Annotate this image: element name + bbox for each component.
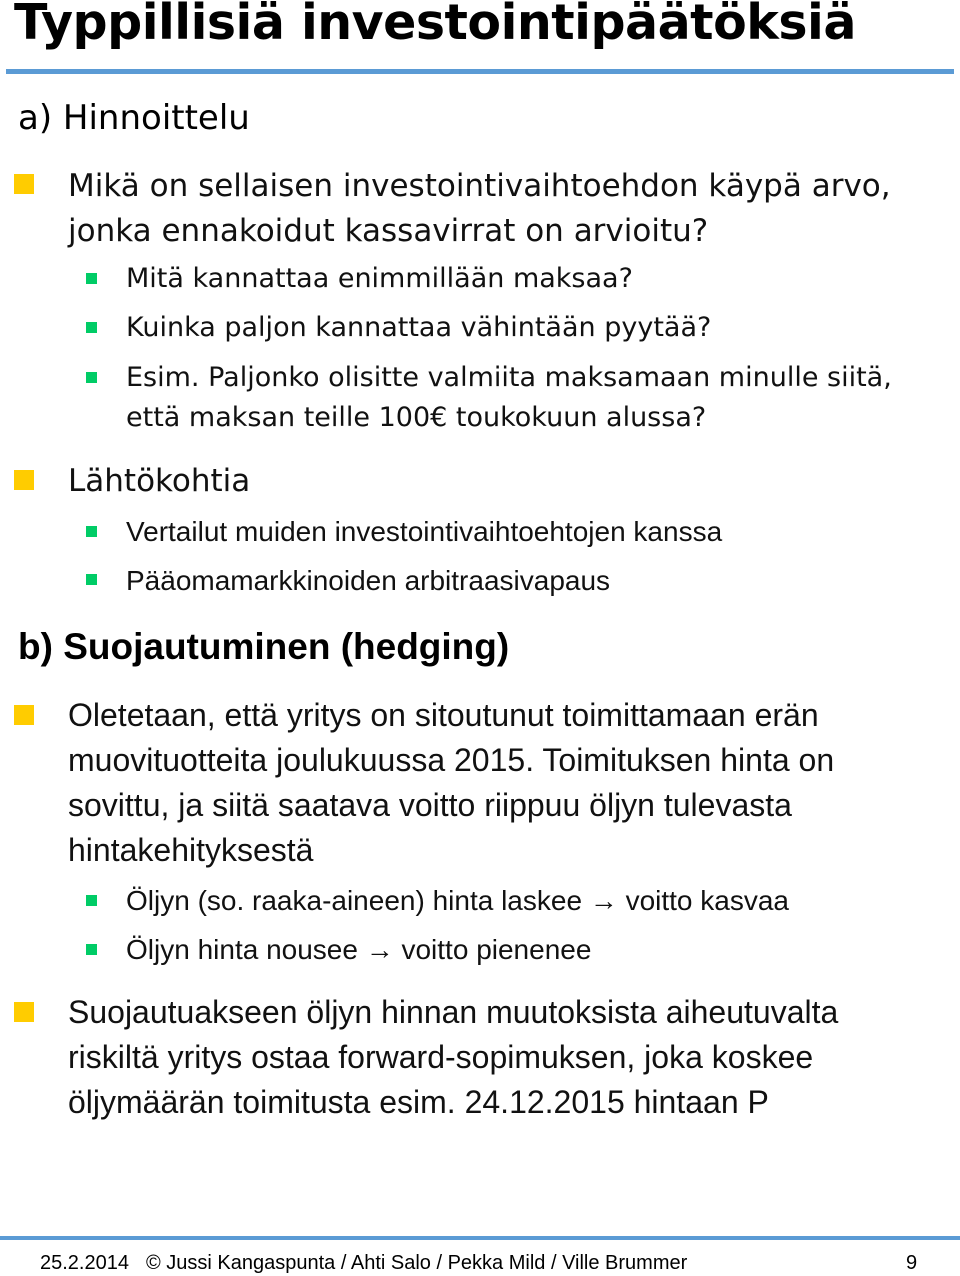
sub-bullet-text: Mitä kannattaa enimmillään maksaa? bbox=[126, 263, 633, 294]
sub-bullet-square-icon bbox=[86, 895, 97, 906]
bullet-text: Lähtökohtia bbox=[68, 463, 251, 499]
sub-bullet-square-icon bbox=[86, 574, 97, 585]
sub-bullet-square-icon bbox=[86, 322, 97, 333]
sub-bullet-text: Esim. Paljonko olisitte valmiita maksamaan minulle siitä, bbox=[126, 362, 892, 393]
sub-bullet-text: Öljyn hinta nousee → voitto pienenee bbox=[126, 934, 592, 965]
bullet-text-cont: muovituotteita joulukuussa 2015. Toimituksen hinta on bbox=[68, 742, 835, 778]
bullet-text-cont: hintakehityksestä bbox=[68, 832, 314, 868]
section-a-heading: a) Hinnoittelu bbox=[18, 98, 250, 138]
bullet-square-icon bbox=[14, 705, 34, 725]
footer-divider bbox=[0, 1236, 960, 1240]
sub-bullet-text: Vertailut muiden investointivaihtoehtojen kanssa bbox=[126, 516, 723, 547]
sub-bullet-square-icon bbox=[86, 273, 97, 284]
slide-title: Typpillisiä investointipäätöksiä bbox=[14, 0, 856, 51]
sub-bullet-text-cont: että maksan teille 100€ toukokuun alussa? bbox=[126, 402, 707, 433]
sub-bullet-text: Öljyn (so. raaka-aineen) hinta laskee → voitto kasvaa bbox=[126, 885, 789, 916]
sub-bullet-square-icon bbox=[86, 372, 97, 383]
bullet-text: Mikä on sellaisen investointivaihtoehdon käypä arvo, bbox=[68, 168, 891, 204]
sub-bullet-square-icon bbox=[86, 526, 97, 537]
bullet-text-cont: riskiltä yritys ostaa forward-sopimuksen, joka koskee bbox=[68, 1039, 814, 1075]
footer-date: 25.2.2014 bbox=[40, 1252, 129, 1274]
bullet-text-cont: sovittu, ja siitä saatava voitto riippuu öljyn tulevasta bbox=[68, 787, 792, 823]
bullet-text-cont: jonka ennakoidut kassavirrat on arvioitu? bbox=[68, 213, 709, 249]
bullet-text: Suojautuakseen öljyn hinnan muutoksista aiheutuvalta bbox=[68, 994, 839, 1030]
section-b-heading: b) Suojautuminen (hedging) bbox=[18, 626, 510, 667]
bullet-square-icon bbox=[14, 470, 34, 490]
title-divider bbox=[6, 69, 954, 74]
page-number: 9 bbox=[906, 1252, 918, 1274]
sub-bullet-text: Kuinka paljon kannattaa vähintään pyytää? bbox=[126, 312, 712, 343]
bullet-text-cont: öljymäärän toimitusta esim. 24.12.2015 hintaan P bbox=[68, 1084, 769, 1120]
footer-credits: © Jussi Kangaspunta / Ahti Salo / Pekka Mild / Ville Brummer bbox=[146, 1252, 688, 1274]
bullet-text: Oletetaan, että yritys on sitoutunut toimittamaan erän bbox=[68, 697, 819, 733]
bullet-square-icon bbox=[14, 1002, 34, 1022]
sub-bullet-text: Pääomamarkkinoiden arbitraasivapaus bbox=[126, 565, 611, 596]
bullet-square-icon bbox=[14, 174, 34, 194]
sub-bullet-square-icon bbox=[86, 944, 97, 955]
